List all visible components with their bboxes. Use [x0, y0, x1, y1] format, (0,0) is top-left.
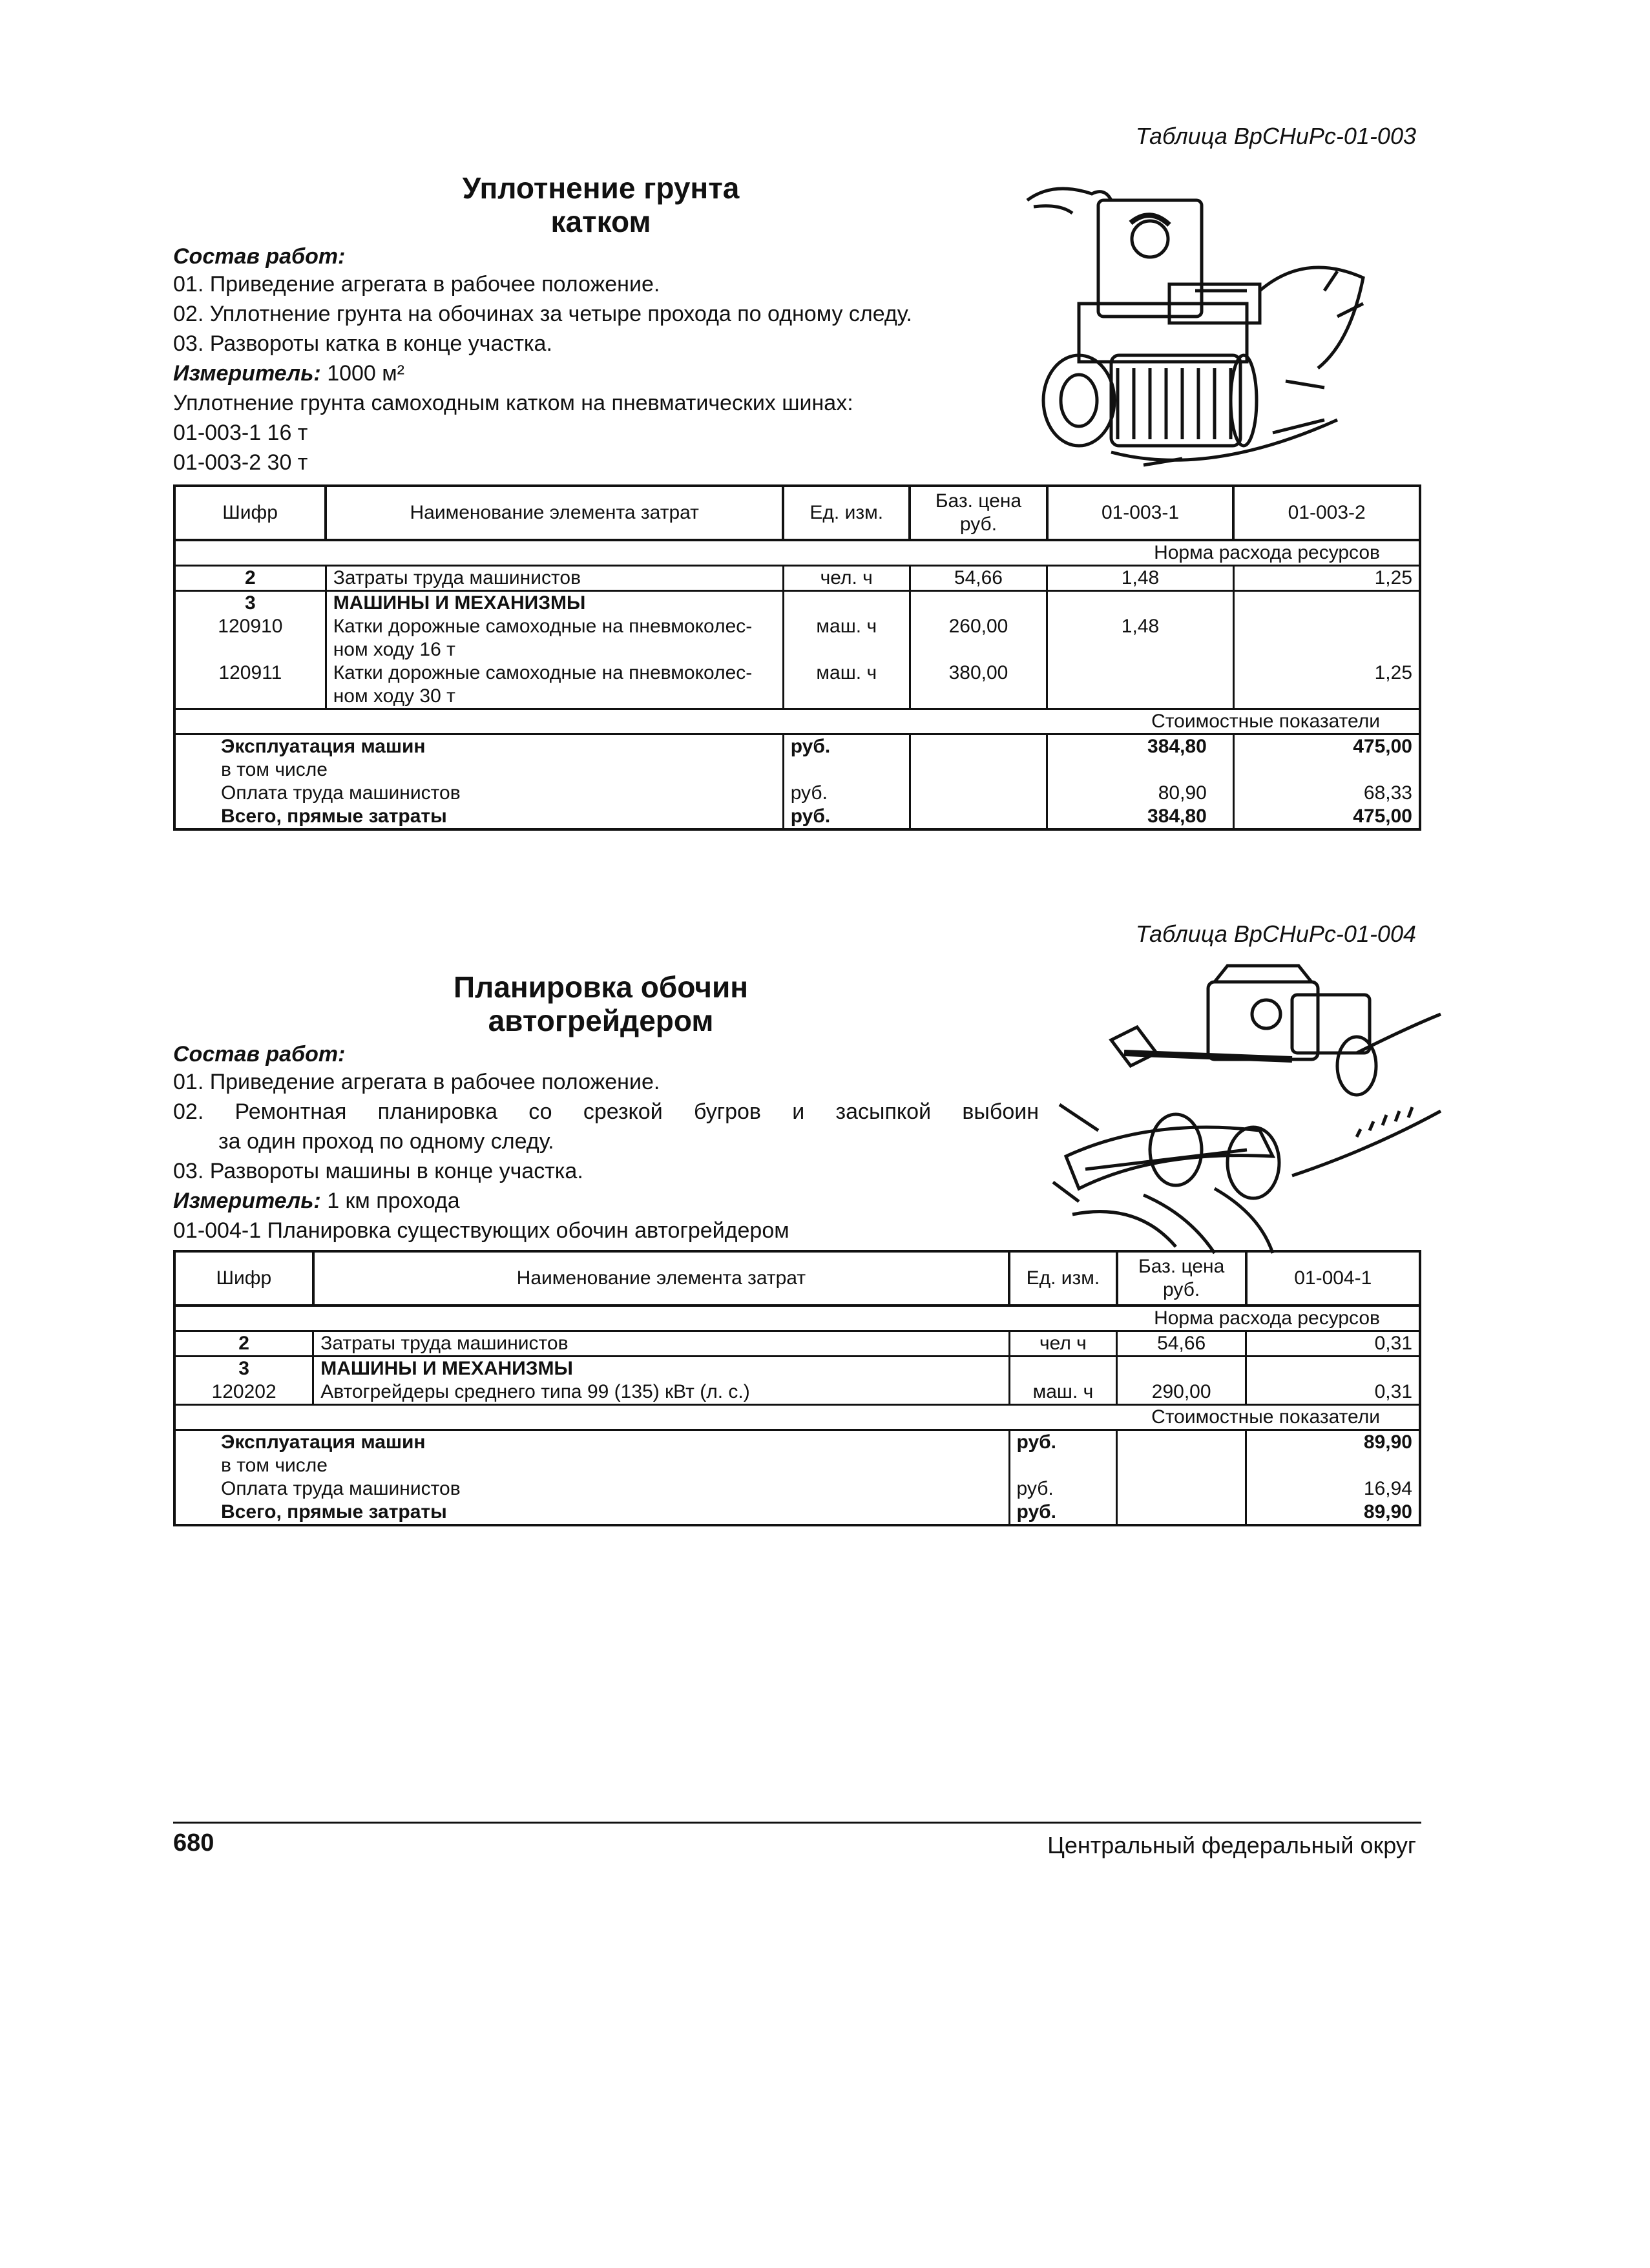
- road-roller-illustration: [1014, 174, 1376, 478]
- cell-value: [1246, 1357, 1420, 1381]
- cell-unit: руб.: [783, 734, 910, 759]
- header-cell: Ед. изм.: [783, 486, 910, 540]
- footer-rule: [173, 1822, 1421, 1824]
- section-label-row: [174, 709, 1420, 734]
- header-cell: Шифр: [174, 1251, 313, 1306]
- cell-name: Затраты труда машинистов: [326, 566, 783, 591]
- cost-row: [174, 782, 1420, 805]
- work-item: 02. Уплотнение грунта на обочинах за четыре прохода по одному следу.: [173, 302, 912, 326]
- meter-label: Измеритель:: [173, 361, 321, 386]
- table-row: [174, 1357, 1420, 1381]
- cell-value: 384,80: [1047, 805, 1234, 829]
- header-cell: Шифр: [174, 486, 326, 540]
- cell-code: 2: [174, 1331, 313, 1357]
- cell-name: Катки дорожные самоходные на пневмоколес-ном ходу 30 т: [326, 661, 783, 709]
- cost-label: Стоимостные показатели: [174, 709, 1420, 734]
- description: Уплотнение грунта самоходным катком на пневматических шинах:: [173, 391, 853, 415]
- work-heading: Состав работ:: [173, 1042, 346, 1066]
- table-row: [174, 591, 1420, 616]
- cell-value: [1246, 1454, 1420, 1477]
- meter: [173, 359, 1032, 388]
- cell-value: [1233, 615, 1420, 661]
- resource-table: [173, 484, 1421, 831]
- cell-name: Автогрейдеры среднего типа 99 (135) кВт (л. с.): [313, 1380, 1009, 1405]
- cell-unit: маш. ч: [1009, 1380, 1117, 1405]
- table-row: [174, 1331, 1420, 1357]
- cell-value: [1233, 591, 1420, 616]
- cell-code: 3: [174, 591, 326, 616]
- header-cell: Ед. изм.: [1009, 1251, 1117, 1306]
- cost-row: [174, 1477, 1420, 1501]
- cell-price: 260,00: [910, 615, 1047, 661]
- table-label: Таблица ВрСНиРс-01-004: [1135, 921, 1416, 947]
- cell-unit: маш. ч: [783, 615, 910, 661]
- work-item: 03. Развороты катка в конце участка.: [173, 331, 552, 356]
- cell-value: [1233, 758, 1420, 782]
- cost-label: Стоимостные показатели: [174, 1405, 1420, 1430]
- norm-label: Норма расхода ресурсов: [174, 1306, 1420, 1331]
- cost-row: [174, 734, 1420, 759]
- cell-unit: [783, 758, 910, 782]
- meter: [173, 1186, 1039, 1216]
- cell-value: [1047, 591, 1234, 616]
- section-label-row: [174, 1306, 1420, 1331]
- cell-unit: руб.: [783, 782, 910, 805]
- cell-name: МАШИНЫ И МЕХАНИЗМЫ: [313, 1357, 1009, 1381]
- table-label: Таблица ВрСНиРс-01-003: [1135, 123, 1416, 149]
- cost-name: Оплата труда машинистов: [174, 782, 783, 805]
- cell-value: 0,31: [1246, 1380, 1420, 1405]
- work-description: [173, 244, 1032, 477]
- cell-price: 54,66: [1117, 1331, 1246, 1357]
- cell-unit: руб.: [1009, 1430, 1117, 1455]
- section-label-row: [174, 1405, 1420, 1430]
- footer-region: Центральный федеральный округ: [1047, 1832, 1416, 1858]
- header-cell: Наименование элемента затрат: [313, 1251, 1009, 1306]
- cell-price: [1117, 1454, 1246, 1477]
- cell-value: 0,31: [1246, 1331, 1420, 1357]
- cell-price: [1117, 1357, 1246, 1381]
- cell-price: 380,00: [910, 661, 1047, 709]
- cell-name: МАШИНЫ И МЕХАНИЗМЫ: [326, 591, 783, 616]
- resource-table: [173, 1250, 1421, 1526]
- cell-price: [910, 591, 1047, 616]
- work-item: 02. Ремонтная планировка со срезкой бугров и засыпкой выбоин: [173, 1099, 1039, 1124]
- cell-price: [1117, 1501, 1246, 1525]
- table-row: [174, 566, 1420, 591]
- meter-value: 1000 м²: [327, 361, 404, 386]
- cell-price: [910, 782, 1047, 805]
- cell-unit: руб.: [783, 805, 910, 829]
- cell-value: 16,94: [1246, 1477, 1420, 1501]
- cost-row: [174, 1501, 1420, 1525]
- work-description: [173, 1042, 1039, 1245]
- cost-row: [174, 758, 1420, 782]
- cell-price: [910, 734, 1047, 759]
- section-label-row: [174, 540, 1420, 566]
- cost-name: Всего, прямые затраты: [174, 805, 783, 829]
- header-cell: 01-004-1: [1246, 1251, 1420, 1306]
- cost-name: в том числе: [174, 758, 783, 782]
- code-item: 01-003-2 30 т: [173, 450, 308, 475]
- cell-value: 384,80: [1047, 734, 1234, 759]
- cell-price: [1117, 1477, 1246, 1501]
- cost-row: [174, 1454, 1420, 1477]
- cell-name: Затраты труда машинистов: [313, 1331, 1009, 1357]
- cell-code: 2: [174, 566, 326, 591]
- header-cell: Баз. цена руб.: [910, 486, 1047, 540]
- work-item: за один проход по одному следу.: [218, 1129, 554, 1154]
- cell-unit: [1009, 1454, 1117, 1477]
- cell-price: [910, 805, 1047, 829]
- norm-label: Норма расхода ресурсов: [174, 540, 1420, 566]
- cell-value: 89,90: [1246, 1501, 1420, 1525]
- motor-grader-illustration: [1047, 956, 1447, 1260]
- header-cell: Баз. цена руб.: [1117, 1251, 1246, 1306]
- cell-value: [1047, 758, 1234, 782]
- section-title: [375, 970, 827, 1037]
- header-cell: 01-003-2: [1233, 486, 1420, 540]
- cell-unit: руб.: [1009, 1477, 1117, 1501]
- cell-value: 1,48: [1047, 566, 1234, 591]
- cell-code: 120202: [174, 1380, 313, 1405]
- cost-name: Эксплуатация машин: [174, 1430, 1009, 1455]
- page-number: 680: [173, 1829, 214, 1857]
- cell-price: [1117, 1430, 1246, 1455]
- cell-value: 1,25: [1233, 661, 1420, 709]
- cell-code: 3: [174, 1357, 313, 1381]
- cell-value: 475,00: [1233, 805, 1420, 829]
- description: 01-004-1 Планировка существующих обочин автогрейдером: [173, 1218, 789, 1243]
- cell-value: 1,25: [1233, 566, 1420, 591]
- work-item: 01. Приведение агрегата в рабочее положение.: [173, 1070, 660, 1094]
- meter-value: 1 км прохода: [327, 1189, 460, 1213]
- title-line: Планировка обочин: [453, 970, 749, 1004]
- cell-value: 80,90: [1047, 782, 1234, 805]
- cell-unit: маш. ч: [783, 661, 910, 709]
- cell-value: 68,33: [1233, 782, 1420, 805]
- title-line: катком: [550, 205, 651, 238]
- cell-unit: чел. ч: [783, 566, 910, 591]
- cell-price: [910, 758, 1047, 782]
- cell-price: 290,00: [1117, 1380, 1246, 1405]
- title-line: Уплотнение грунта: [462, 171, 740, 205]
- cost-name: Эксплуатация машин: [174, 734, 783, 759]
- cost-row: [174, 1430, 1420, 1455]
- cell-unit: [1009, 1357, 1117, 1381]
- cost-name: Оплата труда машинистов: [174, 1477, 1009, 1501]
- work-item: 01. Приведение агрегата в рабочее положение.: [173, 272, 660, 297]
- cell-value: 1,48: [1047, 615, 1234, 661]
- cell-value: [1047, 661, 1234, 709]
- cell-unit: руб.: [1009, 1501, 1117, 1525]
- table-row: [174, 661, 1420, 709]
- cost-row: [174, 805, 1420, 829]
- cell-value: 475,00: [1233, 734, 1420, 759]
- table-header-row: [174, 486, 1420, 540]
- table-header-row: [174, 1251, 1420, 1306]
- cost-name: Всего, прямые затраты: [174, 1501, 1009, 1525]
- cell-unit: чел ч: [1009, 1331, 1117, 1357]
- cell-unit: [783, 591, 910, 616]
- cell-value: 89,90: [1246, 1430, 1420, 1455]
- section-title: [375, 171, 827, 238]
- code-item: 01-003-1 16 т: [173, 421, 308, 445]
- work-heading: Состав работ:: [173, 244, 346, 269]
- cell-name: Катки дорожные самоходные на пневмоколес-ном ходу 16 т: [326, 615, 783, 661]
- meter-label: Измеритель:: [173, 1189, 321, 1213]
- header-cell: 01-003-1: [1047, 486, 1234, 540]
- work-item: 03. Развороты машины в конце участка.: [173, 1159, 583, 1183]
- cell-code: 120910: [174, 615, 326, 661]
- cell-code: 120911: [174, 661, 326, 709]
- cost-name: в том числе: [174, 1454, 1009, 1477]
- table-row: [174, 1380, 1420, 1405]
- header-cell: Наименование элемента затрат: [326, 486, 783, 540]
- cell-price: 54,66: [910, 566, 1047, 591]
- title-line: автогрейдером: [488, 1004, 714, 1037]
- table-row: [174, 615, 1420, 661]
